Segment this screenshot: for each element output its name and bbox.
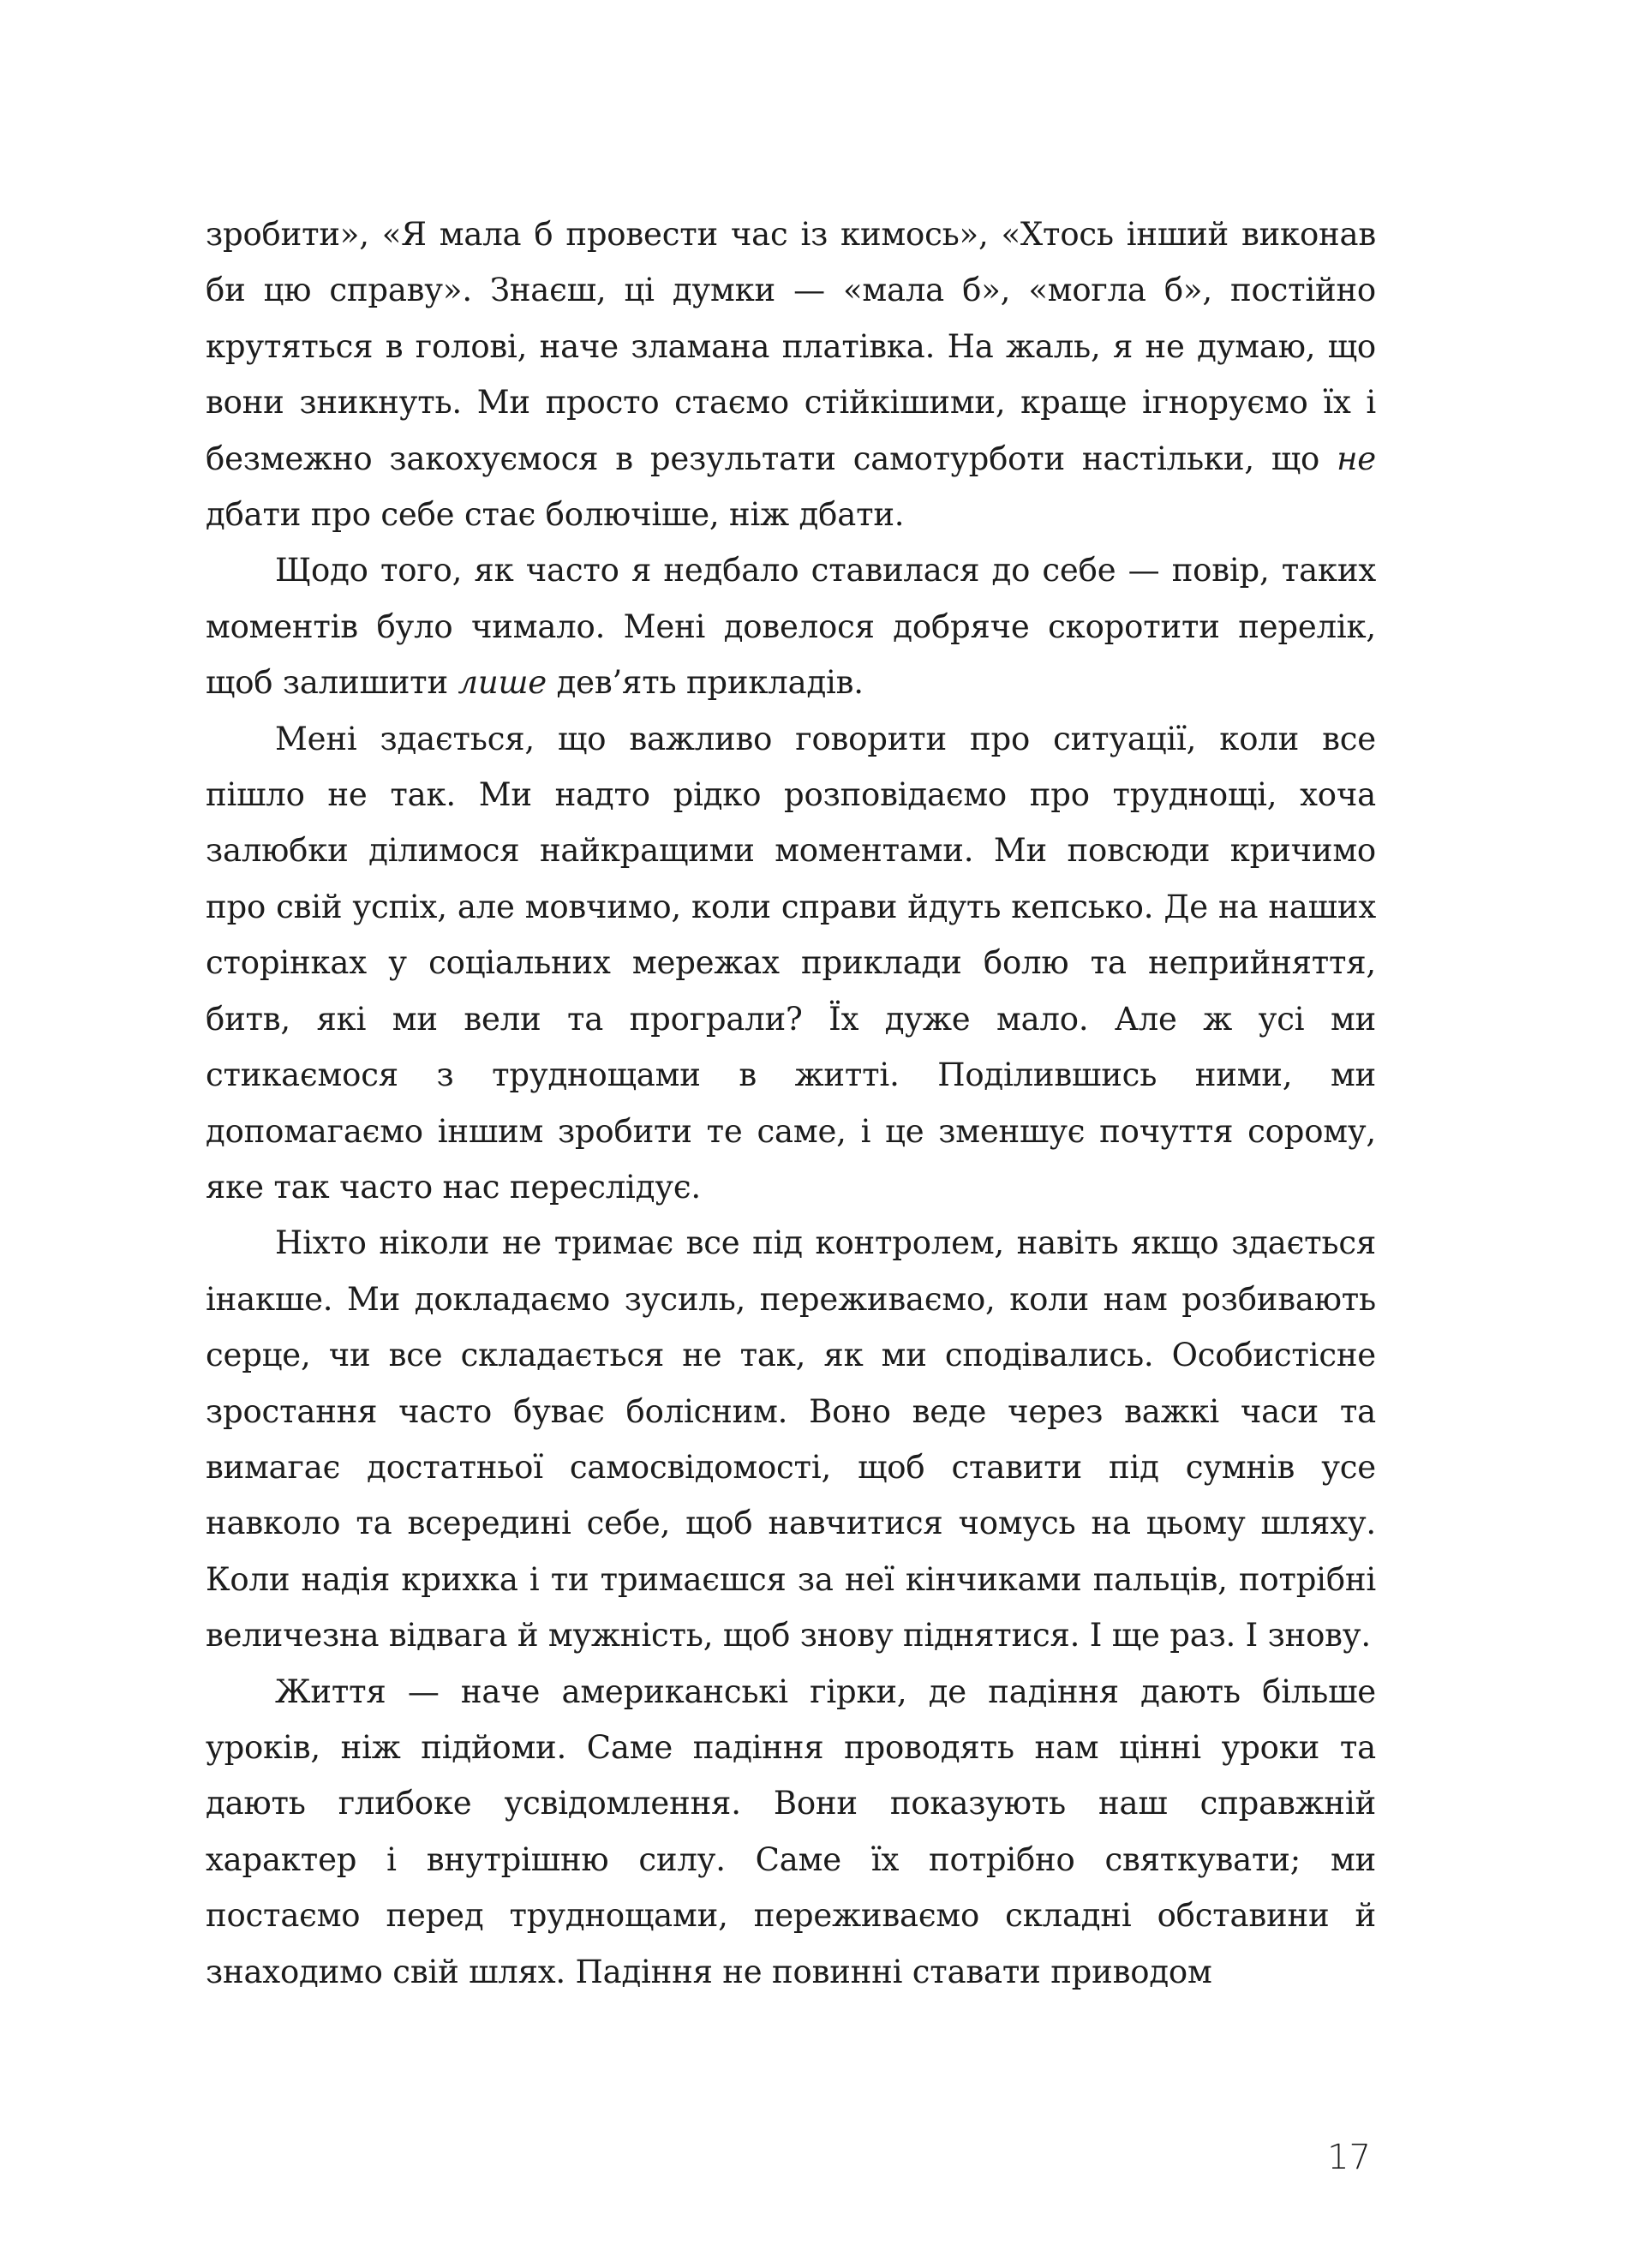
emphasis-ne: не	[1337, 440, 1376, 477]
paragraph-2-text-b: дев’ять прикладів.	[547, 664, 864, 702]
paragraph-1-text-b: дбати про себе стає болючіше, ніж дбати.	[206, 496, 905, 534]
paragraph-5	[206, 1664, 1376, 2000]
page-number: 17	[1327, 2138, 1371, 2177]
paragraph-2	[206, 542, 1376, 710]
body-text	[206, 206, 1376, 2000]
paragraph-3	[206, 711, 1376, 1216]
paragraph-5-text: Життя — наче американські гірки, де падіння дають більше уроків, ніж підйоми. Саме падіння проводять нам цінні уроки та дають глибоке усвідомлення. Вони показують наш справжній характер і внутрішню силу. Саме їх потрібно святкувати; ми постаємо перед труднощами, переживаємо складні обставини й знаходимо свій шлях. Падіння не повинні ставати приводом	[206, 1673, 1376, 1990]
emphasis-lyshe: лише	[458, 664, 547, 702]
paragraph-1-text-a: зробити», «Я мала б провести час із кимось», «Хтось інший виконав би цю справу». Знаєш, ці думки — «мала б», «могла б», постійно крутяться в голові, наче зламана платівка. На жаль, я не думаю, що вони зникнуть. Ми просто стаємо стійкішими, краще ігноруємо їх і безмежно закохуємося в результати самотурботи настільки, що	[206, 216, 1376, 477]
paragraph-4	[206, 1215, 1376, 1663]
paragraph-3-text: Мені здається, що важливо говорити про ситуації, коли все пішло не так. Ми надто рідко розповідаємо про труднощі, хоча залюбки ділимося найкращими моментами. Ми повсюди кричимо про свій успіх, але мовчимо, коли справи йдуть кепсько. Де на наших сторінках у соціальних мережах приклади болю та неприйняття, битв, які ми вели та програли? Їх дуже мало. Але ж усі ми стикаємося з труднощами в житті. Поділившись ними, ми допомагаємо іншим зробити те саме, і це зменшує почуття сорому, яке так часто нас переслідує.	[206, 720, 1376, 1206]
paragraph-4-text: Ніхто ніколи не тримає все під контролем, навіть якщо здається інакше. Ми докладаємо зусиль, переживаємо, коли нам розбивають серце, чи все складається не так, як ми сподівались. Особистісне зростання часто буває болісним. Воно веде через важкі часи та вимагає достатньої самосвідомості, щоб ставити під сумнів усе навколо та всередині себе, щоб навчитися чомусь на цьому шляху. Коли надія крихка і ти тримаєшся за неї кінчиками пальців, потрібні величезна відвага й мужність, щоб знову піднятися. І ще раз. І знову.	[206, 1224, 1376, 1655]
paragraph-1	[206, 206, 1376, 542]
paragraph-2-text-a: Щодо того, як часто я недбало ставилася до себе — повір, таких моментів було чимало. Мені довелося добряче скоротити перелік, щоб залишити	[206, 552, 1376, 702]
